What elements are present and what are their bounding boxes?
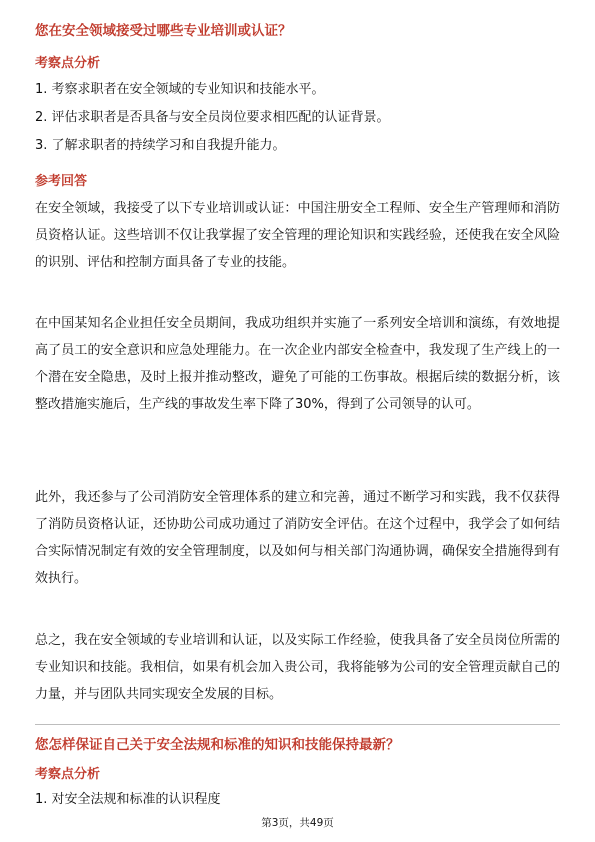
q1-analysis-item-2: 2. 评估求职者是否具备与安全员岗位要求相匹配的认证背景。 <box>35 110 390 125</box>
q1-analysis-item-3: 3. 了解求职者的持续学习和自我提升能力。 <box>35 138 286 153</box>
question-1-title: 您在安全领域接受过哪些专业培训或认证？ <box>35 23 292 39</box>
question-2-title: 您怎样保证自己关于安全法规和标准的知识和技能保持最新？ <box>35 737 400 753</box>
q1-answer-paragraph-1: 在安全领域，我接受了以下专业培训或认证：中国注册安全工程师、安全生产管理师和消防员资格认证。这些培训不仅让我掌握了安全管理的理论知识和实践经验，还使我在安全风险的识别、评估和控制方面具备了专业的技能。 <box>35 201 560 270</box>
q1-answer-paragraph-2: 在中国某知名企业担任安全员期间，我成功组织并实施了一系列安全培训和演练，有效地提高了员工的安全意识和应急处理能力。在一次企业内部安全检查中，我发现了生产线上的一个潜在安全隐患，及时上报并推动整改，避免了可能的工伤事故。根据后续的数据分析，该整改措施实施后，生产线的事故发生率下降了30%，得到了公司领导的认可。 <box>35 316 560 412</box>
q2-analysis-heading: 考察点分析 <box>35 767 101 782</box>
q1-answer-paragraph-4: 总之，我在安全领域的专业培训和认证，以及实际工作经验，使我具备了安全员岗位所需的专业知识和技能。我相信，如果有机会加入贵公司，我将能够为公司的安全管理贡献自己的力量，并与团队共同实现安全发展的目标。 <box>35 633 560 702</box>
section-divider <box>35 724 560 725</box>
q1-answer-heading: 参考回答 <box>35 174 88 189</box>
q2-analysis-item-1: 1. 对安全法规和标准的认识程度 <box>35 792 221 807</box>
q1-answer-paragraph-3: 此外，我还参与了公司消防安全管理体系的建立和完善，通过不断学习和实践，我不仅获得了消防员资格认证，还协助公司成功通过了消防安全评估。在这个过程中，我学会了如何结合实际情况制定有效的安全管理制度，以及如何与相关部门沟通协调，确保安全措施得到有效执行。 <box>35 490 560 586</box>
q1-analysis-item-1: 1. 考察求职者在安全领域的专业知识和技能水平。 <box>35 82 325 97</box>
q1-analysis-heading: 考察点分析 <box>35 56 101 71</box>
page-footer: 第3页，共49页 <box>261 817 334 829</box>
